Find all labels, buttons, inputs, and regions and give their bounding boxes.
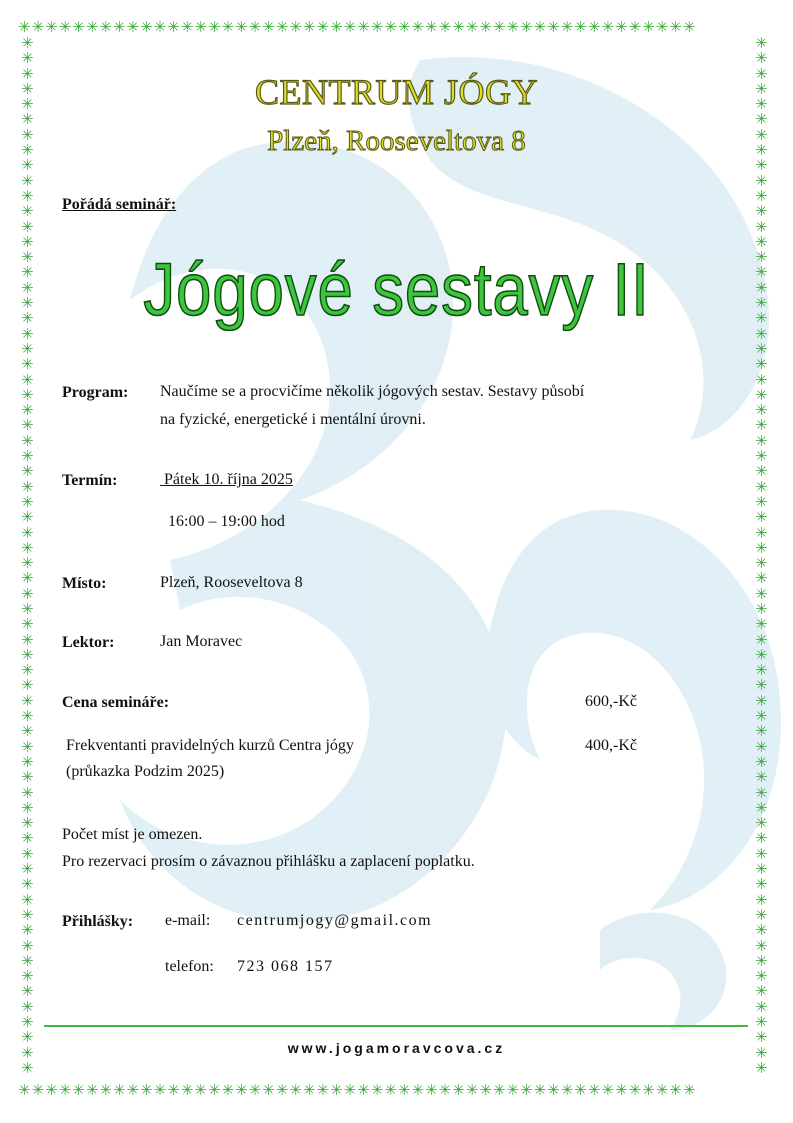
place-label: Místo: (62, 575, 107, 592)
top-star-border: ✳✳✳✳✳✳✳✳✳✳✳✳✳✳✳✳✳✳✳✳✳✳✳✳✳✳✳✳✳✳✳✳✳✳✳✳✳✳✳✳✳✳✳✳✳✳✳✳✳✳ (18, 20, 697, 36)
notes-line1: Počet míst je omezen. (62, 826, 203, 843)
discount-value: 400,-Kč (585, 737, 637, 754)
term-date: Pátek 10. října 2025 (160, 471, 293, 488)
seminar-title: Jógové sestavy II (143, 248, 650, 331)
email-link[interactable]: centrumjogy@gmail.com (237, 912, 433, 929)
program-text-line2: na fyzické, energetické i mentální úrovni. (160, 411, 426, 428)
discount-text-line2: (průkazka Podzim 2025) (66, 763, 225, 780)
registration-label: Přihlášky: (62, 913, 134, 930)
bottom-star-border: ✳✳✳✳✳✳✳✳✳✳✳✳✳✳✳✳✳✳✳✳✳✳✳✳✳✳✳✳✳✳✳✳✳✳✳✳✳✳✳✳✳✳✳✳✳✳✳✳✳✳ (18, 1083, 697, 1099)
email-label: e-mail: (165, 912, 211, 929)
program-label: Program: (62, 384, 129, 401)
lecturer-label: Lektor: (62, 634, 115, 651)
price-value: 600,-Kč (585, 693, 637, 710)
place-value: Plzeň, Rooseveltova 8 (160, 574, 303, 591)
lecturer-value: Jan Moravec (160, 633, 243, 650)
org-address-heading: Plzeň, Rooseveltova 8 (267, 125, 526, 157)
left-star-border: ✳✳✳✳✳✳✳✳✳✳✳✳✳✳✳✳✳✳✳✳✳✳✳✳✳✳✳✳✳✳✳✳✳✳✳✳✳✳✳✳✳✳✳✳✳✳✳✳✳✳✳✳✳✳✳✳✳✳✳✳✳✳✳✳✳✳✳✳ (21, 36, 34, 1077)
footer-divider (44, 1025, 748, 1027)
right-star-border: ✳✳✳✳✳✳✳✳✳✳✳✳✳✳✳✳✳✳✳✳✳✳✳✳✳✳✳✳✳✳✳✳✳✳✳✳✳✳✳✳✳✳✳✳✳✳✳✳✳✳✳✳✳✳✳✳✳✳✳✳✳✳✳✳✳✳✳✳ (755, 36, 768, 1077)
org-name-heading: CENTRUM JÓGY (254, 72, 538, 112)
term-label: Termín: (62, 472, 118, 489)
term-time: 16:00 – 19:00 hod (168, 513, 285, 530)
discount-text-line1: Frekventanti pravidelných kurzů Centra jógy (66, 737, 354, 754)
organizer-label: Pořádá seminář: (62, 196, 177, 213)
phone-number[interactable]: 723 068 157 (237, 958, 334, 975)
notes-line2: Pro rezervaci prosím o závaznou přihlášku a zaplacení poplatku. (62, 853, 475, 870)
website-link[interactable]: www.jogamoravcova.cz (287, 1040, 506, 1056)
program-text-line1: Naučíme se a procvičíme několik jógových sestav. Sestavy působí (160, 383, 585, 400)
price-label: Cena semináře: (62, 694, 170, 711)
phone-label: telefon: (165, 958, 214, 975)
